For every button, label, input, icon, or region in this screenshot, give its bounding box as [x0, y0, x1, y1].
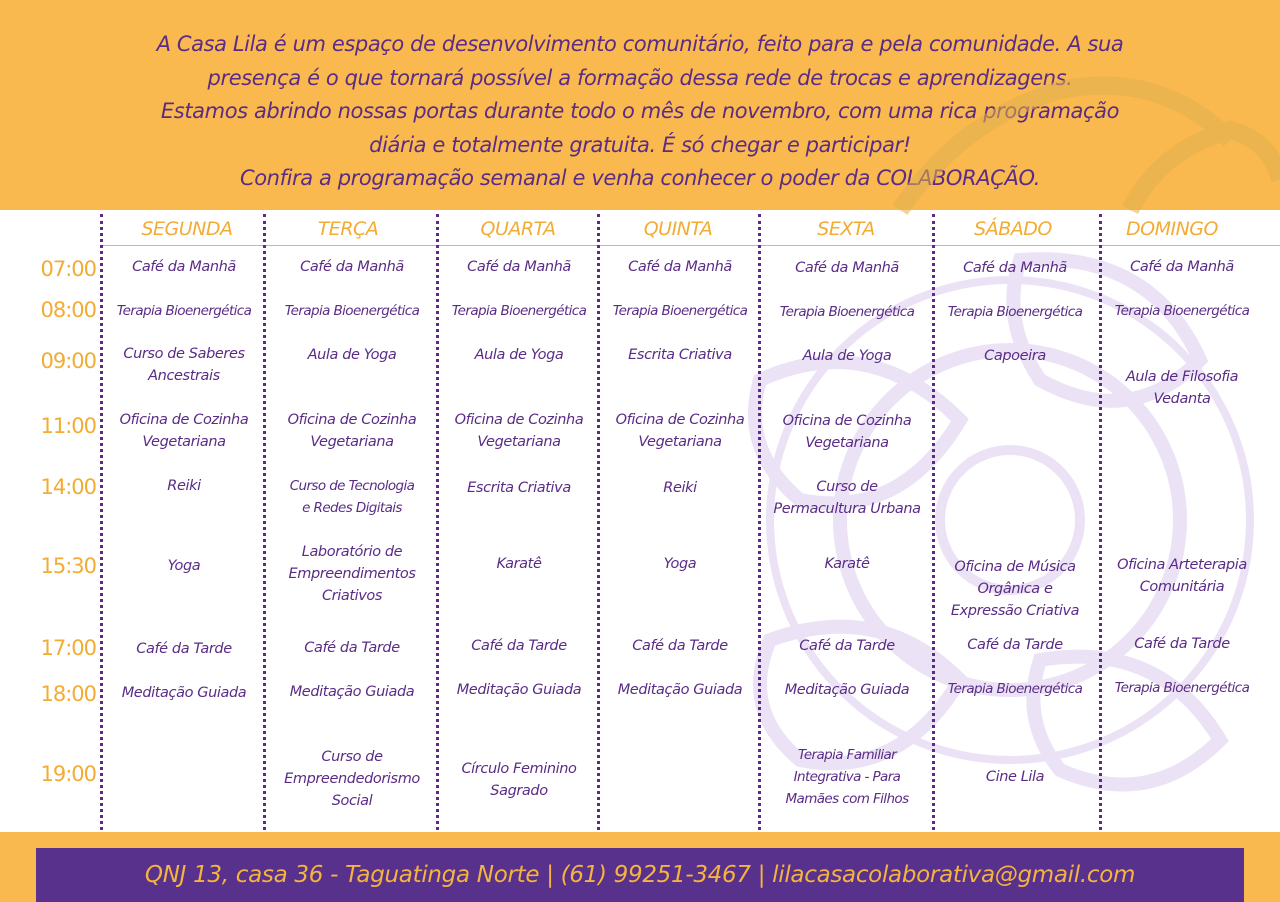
time-label: 17:00	[40, 636, 96, 660]
schedule-cell: Oficina de Cozinha Vegetariana	[782, 413, 912, 451]
schedule-cell: Laboratório de Empreendimentos Criativos	[288, 544, 416, 604]
time-label: 07:00	[40, 257, 96, 281]
schedule-cell: Curso de Tecnologia e Redes Digitais	[289, 478, 415, 516]
intro-line: Estamos abrindo nossas portas durante todo o mês de novembro, com uma rica programação	[160, 99, 1120, 123]
intro-line: A Casa Lila é um espaço de desenvolvimento comunitário, feito para e pela comunidade. A sua	[156, 32, 1124, 56]
intro-line: Confira a programação semanal e venha conhecer o poder da COLABORAÇÃO.	[239, 166, 1041, 190]
schedule-cell: Café da Manhã	[963, 260, 1067, 276]
schedule-cell: Capoeira	[984, 348, 1046, 364]
column-divider	[100, 214, 103, 830]
schedule-cell: Café da Tarde	[632, 638, 728, 654]
schedule-cell: Curso de Permacultura Urbana	[773, 479, 921, 517]
schedule-cell: Karatê	[824, 556, 870, 572]
time-label: 18:00	[40, 682, 96, 706]
schedule-cell: Café da Manhã	[795, 260, 899, 276]
schedule-cell: Meditação Guiada	[456, 682, 582, 698]
day-header-quarta: QUARTA	[480, 218, 556, 240]
time-label: 19:00	[40, 762, 96, 786]
schedule-cell: Terapia Bioenergética	[451, 303, 587, 319]
schedule-cell: Oficina de Cozinha Vegetariana	[454, 412, 584, 450]
schedule-cell: Curso de Saberes Ancestrais	[123, 346, 245, 384]
column-divider	[932, 214, 935, 830]
contact-info: QNJ 13, casa 36 - Taguatinga Norte | (61) 99251-3467 | lilacasacolaborativa@gmail.com	[144, 862, 1136, 888]
schedule-cell: Escrita Criativa	[467, 480, 571, 496]
schedule-cell: Curso de Empreendedorismo Social	[284, 749, 420, 809]
schedule-cell: Terapia Bioenergética	[947, 681, 1083, 697]
schedule-cell: Reiki	[663, 480, 697, 496]
schedule-cell: Café da Tarde	[1134, 636, 1230, 652]
schedule-cell: Café da Manhã	[300, 259, 404, 275]
schedule-cell: Terapia Bioenergética	[284, 303, 420, 319]
schedule-cell: Café da Tarde	[967, 637, 1063, 653]
schedule-cell: Meditação Guiada	[784, 682, 910, 698]
schedule-cell: Yoga	[663, 556, 697, 572]
column-divider	[263, 214, 266, 830]
time-label: 08:00	[40, 298, 96, 322]
schedule-cell: Meditação Guiada	[121, 685, 247, 701]
schedule-cell: Café da Manhã	[1130, 259, 1234, 275]
day-header-quinta: QUINTA	[643, 218, 713, 240]
schedule-cell: Oficina Arteterapia Comunitária	[1117, 557, 1247, 595]
header-band	[0, 0, 1280, 210]
column-divider	[1099, 214, 1102, 830]
schedule-cell: Terapia Bioenergética	[1114, 303, 1250, 319]
day-header-rule	[100, 245, 1280, 246]
schedule-cell: Terapia Bioenergética	[612, 303, 748, 319]
schedule-cell: Terapia Bioenergética	[779, 304, 915, 320]
day-header-terca: TERÇA	[317, 218, 379, 240]
schedule-cell: Meditação Guiada	[617, 682, 743, 698]
schedule-cell: Terapia Bioenergética	[947, 304, 1083, 320]
schedule-cell: Yoga	[167, 558, 201, 574]
day-header-segunda: SEGUNDA	[141, 218, 233, 240]
schedule-cell: Café da Tarde	[136, 641, 232, 657]
time-label: 15:30	[40, 554, 96, 578]
schedule-cell: Café da Tarde	[799, 638, 895, 654]
time-label: 09:00	[40, 349, 96, 373]
schedule-cell: Café da Manhã	[628, 259, 732, 275]
schedule-cell: Café da Manhã	[132, 259, 236, 275]
schedule-cell: Café da Manhã	[467, 259, 571, 275]
schedule-cell: Oficina de Cozinha Vegetariana	[119, 412, 249, 450]
intro-line: presença é o que tornará possível a formação dessa rede de trocas e aprendizagens.	[207, 65, 1073, 90]
schedule-cell: Oficina de Música Orgânica e Expressão Criativa	[950, 559, 1080, 619]
schedule-cell: Escrita Criativa	[628, 347, 732, 363]
schedule-cell: Terapia Bioenergética	[1114, 680, 1250, 696]
schedule-cell: Aula de Yoga	[802, 348, 892, 364]
schedule-cell: Meditação Guiada	[289, 684, 415, 700]
schedule-cell: Terapia Bioenergética	[116, 303, 252, 319]
time-label: 14:00	[40, 475, 96, 499]
schedule-cell: Karatê	[496, 556, 542, 572]
day-header-domingo: DOMINGO	[1126, 218, 1218, 240]
schedule-cell: Aula de Filosofia Vedanta	[1125, 369, 1239, 407]
schedule-cell: Cine Lila	[985, 769, 1045, 785]
time-label: 11:00	[40, 414, 96, 438]
intro-text	[120, 28, 1160, 196]
schedule-cell: Terapia Familiar Integrativa - Para Mamães com Filhos	[785, 747, 909, 807]
schedule-cell: Café da Tarde	[471, 638, 567, 654]
schedule-cell: Círculo Feminino Sagrado	[461, 761, 577, 799]
schedule-cell: Oficina de Cozinha Vegetariana	[615, 412, 745, 450]
schedule-cell: Reiki	[167, 478, 201, 494]
day-header-sabado: SÁBADO	[974, 218, 1052, 240]
schedule-cell: Aula de Yoga	[474, 347, 564, 363]
schedule-cell: Oficina de Cozinha Vegetariana	[287, 412, 417, 450]
intro-line: diária e totalmente gratuita. É só chegar e participar!	[369, 132, 911, 157]
schedule-cell: Café da Tarde	[304, 640, 400, 656]
day-header-sexta: SEXTA	[817, 218, 875, 240]
column-divider	[436, 214, 439, 830]
schedule-cell: Aula de Yoga	[307, 347, 397, 363]
contact-bar	[36, 848, 1244, 902]
